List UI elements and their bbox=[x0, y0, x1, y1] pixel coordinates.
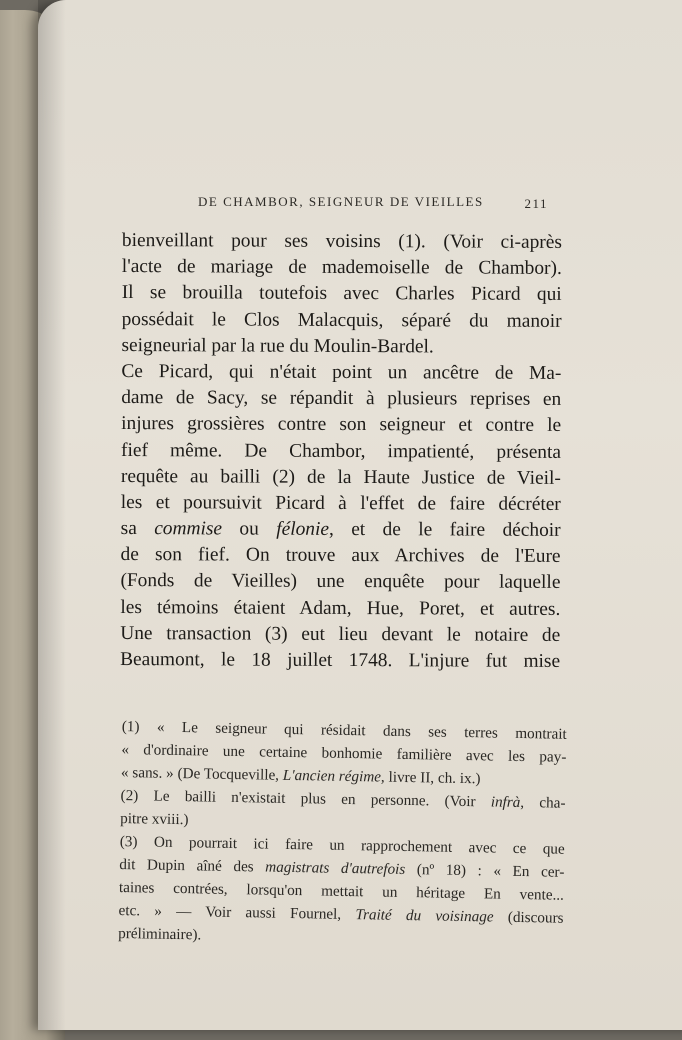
footnote-line: taines contrées, lorsqu'on mettait un héritage En vente... bbox=[118, 878, 565, 904]
footnote-segment: (nº 18) : « En cer- bbox=[405, 860, 565, 881]
body-line: dame de Sacy, se répandit à plusieurs reprises en bbox=[121, 387, 562, 411]
footnote-line: « d'ordinaire une certaine bonhomie familière avec les pay- bbox=[121, 740, 567, 766]
footnote-line: pitre xviii.) bbox=[120, 809, 189, 829]
body-line: fief même. De Chambor, impatienté, présenta bbox=[120, 439, 562, 463]
footnote-segment: , livre II, ch. ix.) bbox=[380, 768, 481, 788]
body-line: possédait le Clos Malacquis, séparé du manoir bbox=[121, 308, 562, 332]
footnote-italic-title: magistrats d'autrefois bbox=[265, 858, 406, 878]
footnote-segment: , cha- bbox=[520, 793, 566, 812]
body-text-segment: ou bbox=[222, 518, 277, 540]
body-line: injures grossières contre son seigneur et contre le bbox=[121, 413, 562, 437]
body-line: de son fief. On trouve aux Archives de l'Eure bbox=[120, 544, 561, 568]
body-line: Beaumont, le 18 juillet 1748. L'injure fut mise bbox=[120, 648, 561, 672]
body-italic-term: commise bbox=[154, 518, 223, 540]
footnote-line: (1) « Le seigneur qui résidait dans ses terres montrait bbox=[121, 717, 567, 743]
body-text bbox=[120, 228, 562, 675]
body-line: Ce Picard, qui n'était point un ancêtre de Ma- bbox=[121, 360, 562, 384]
footnote-segment: « sans. » (De Tocqueville, bbox=[120, 763, 284, 784]
footnotes bbox=[118, 715, 567, 953]
footnote-italic-term: infrà bbox=[490, 793, 521, 811]
body-text-segment: sa bbox=[120, 518, 155, 540]
body-line: bienveillant pour ses voisins (1). (Voir ci-après bbox=[121, 229, 562, 253]
footnote-line: (3) On pourrait ici faire un rapprochement avec ce que bbox=[119, 832, 565, 858]
body-line: les et poursuivit Picard à l'effet de faire décréter bbox=[120, 491, 561, 515]
body-line: Une transaction (3) eut lieu devant le notaire de bbox=[120, 622, 561, 646]
body-line: l'acte de mariage de mademoiselle de Chambor). bbox=[121, 256, 562, 280]
footnote-italic-title: L'ancien régime bbox=[282, 766, 382, 786]
footnote-segment: (discours bbox=[493, 908, 564, 927]
body-line: seigneurial par la rue du Moulin-Bardel. bbox=[121, 334, 434, 358]
body-line: Il se brouilla toutefois avec Charles Picard qui bbox=[121, 282, 562, 306]
body-line: (Fonds de Vieilles) une enquête pour laquelle bbox=[120, 570, 561, 594]
running-title: DE CHAMBOR, SEIGNEUR DE VIEILLES bbox=[198, 194, 484, 209]
body-line: requête au bailli (2) de la Haute Justice de Vieil- bbox=[120, 465, 561, 489]
footnote-segment: etc. » — Voir aussi Fournel, bbox=[118, 901, 356, 924]
footnote-segment: dit Dupin aîné des bbox=[119, 855, 266, 876]
body-line bbox=[121, 516, 561, 544]
footnote-line: préliminaire). bbox=[118, 924, 202, 944]
footnote-italic-title: Traité du voisinage bbox=[355, 906, 494, 926]
footnote-segment: (2) Le bailli n'existait plus en personne. (Voir bbox=[120, 786, 491, 811]
body-text-segment: , et de le faire déchoir bbox=[328, 518, 561, 541]
body-line: les témoins étaient Adam, Hue, Poret, et autres. bbox=[120, 596, 561, 620]
body-italic-term: félonie bbox=[276, 518, 330, 540]
gutter-shadow bbox=[38, 0, 66, 1030]
page-number: 211 bbox=[524, 196, 548, 211]
